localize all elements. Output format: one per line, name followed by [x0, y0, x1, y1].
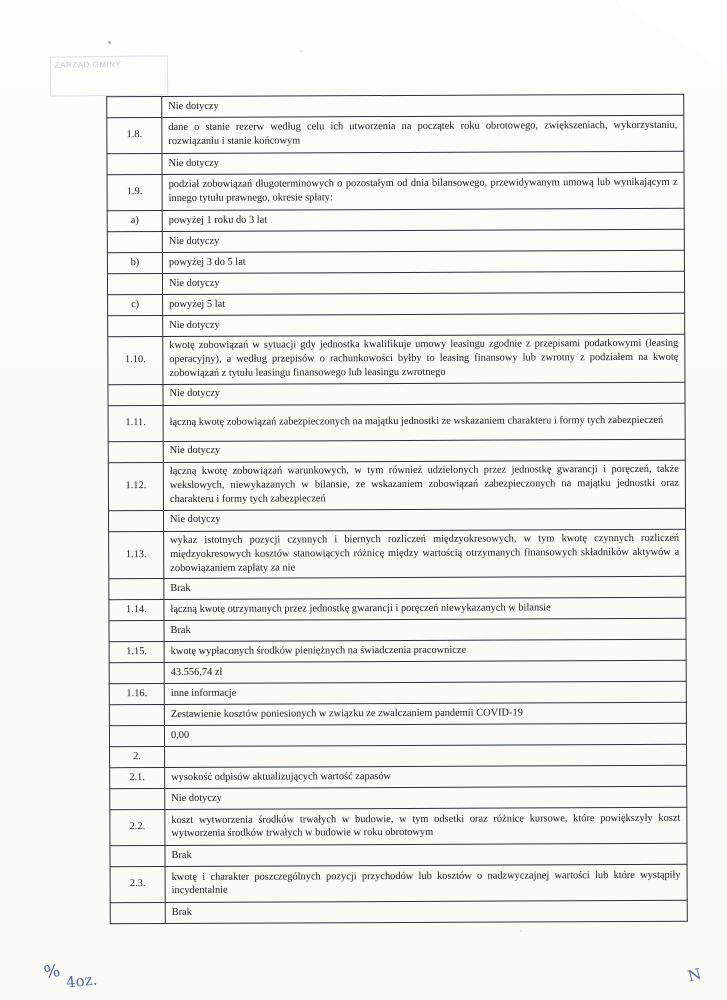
row-content-cell: powyżej 5 lat [163, 292, 685, 315]
row-value-cell: Brak [164, 619, 686, 642]
table-row [109, 640, 686, 664]
handwritten-mark-left-2: 4oz. [65, 970, 99, 992]
ink-dot-mark [108, 41, 111, 44]
table-row [110, 808, 687, 847]
row-value-cell: Nie dotyczy [162, 151, 684, 174]
row-index-cell [109, 663, 164, 684]
row-index-cell: b) [107, 253, 162, 274]
row-content-cell: łączną kwotę zobowiązań warunkowych, w tym również udzielonych przez jednostkę gwarancji i poręczeń, także wekslowych, niewykazanych w bilansie, ze wskazaniem zobowiązań zabezpieczonych na majątku jednostki oraz charakteru i formy tych zabezpieczeń [163, 460, 685, 510]
table-row [109, 619, 686, 643]
table-row [110, 787, 687, 811]
table-row [109, 529, 686, 579]
table-row [109, 661, 686, 685]
scan-speck [520, 930, 522, 932]
handwritten-mark-right: N [685, 964, 703, 986]
notes-table [106, 94, 688, 925]
table-row [109, 682, 686, 706]
row-index-cell [109, 726, 164, 747]
row-index-cell: 1.13. [109, 531, 164, 579]
table-row [110, 766, 687, 790]
table-row [108, 460, 685, 510]
table-row [107, 271, 684, 295]
row-content-cell: podział zobowiązań długoterminowych o pozostałym od dnia bilansowego, przewidywanym umową lub wynikającym z innego tytułu prawnego, okresie spłaty: [162, 172, 684, 210]
row-index-cell: 1.15. [109, 642, 164, 663]
scan-speck [300, 50, 302, 52]
office-stamp-text: ZARZĄD GMINY [54, 59, 122, 70]
table-row [110, 745, 687, 769]
row-content-cell: łączną kwotę zobowiązań zabezpieczonych na majątku jednostki ze wskazaniem charakteru i formy tych zabezpieczeń [163, 403, 685, 441]
row-value-cell: Nie dotyczy [163, 439, 685, 462]
row-content-cell: dane o stanie rezerw według celu ich utworzenia na początek roku obrotowego, zwiększeniach, wykorzystaniu, rozwiązaniu i stanie końcowym [162, 115, 684, 153]
office-stamp [50, 55, 168, 96]
row-content-cell: powyżej 1 roku do 3 lat [162, 208, 684, 231]
row-content-cell: wysokość odpisów aktualizujących wartość zapasów [165, 766, 687, 789]
table-row [107, 250, 684, 274]
row-index-cell [110, 789, 165, 810]
scan-speck [420, 420, 422, 422]
row-value-cell: Nie dotyczy [163, 313, 685, 336]
table-row [108, 439, 685, 463]
table-row [109, 703, 686, 727]
row-content-cell: koszt wytworzenia środków trwałych w budowie, w tym odsetki oraz różnice kursowe, które powiększyły koszt wytworzenia środków trwałych w budowie w roku obrotowym [165, 808, 687, 846]
table-row [109, 577, 686, 601]
row-index-cell [109, 621, 164, 642]
table-row [110, 865, 687, 904]
row-content-cell: powyżej 3 do 5 lat [162, 250, 684, 273]
row-content-cell: kwotę zobowiązań w sytuacji gdy jednostka kwalifikuje umowy leasingu zgodnie z przepisami podatkowymi (leasing operacyjny), a według przepisów o rachunkowości byłby to leasing finansowy lub zwrotny z podziałem na kwotę zobowiązań z tytułu leasingu finansowego lub leasingu zwrotnego [163, 334, 685, 384]
table-row [107, 151, 684, 175]
table-row [108, 382, 685, 406]
row-index-cell: 1.14. [109, 600, 164, 621]
row-index-cell [107, 274, 162, 295]
row-index-cell [110, 846, 165, 867]
row-value-cell: Zestawienie kosztów poniesionych w związku ze zwalczaniem pandemii COVID-19 [164, 703, 686, 726]
row-index-cell [109, 510, 164, 531]
table-row [110, 844, 687, 868]
row-index-cell: c) [108, 295, 163, 316]
row-index-cell: 2. [110, 747, 165, 768]
row-index-cell [107, 97, 162, 118]
row-value-cell: 43.556,74 zł [164, 661, 686, 684]
row-index-cell: 1.11. [108, 405, 163, 441]
row-index-cell [107, 154, 162, 175]
table-row [109, 724, 686, 748]
row-value-cell: Nie dotyczy [163, 382, 685, 405]
row-content-cell: inne informacje [164, 682, 686, 705]
notes-table-body [107, 94, 688, 924]
row-index-cell: 2.1. [110, 768, 165, 789]
table-row [107, 172, 684, 211]
row-index-cell: 2.2. [110, 810, 165, 846]
row-value-cell: Nie dotyczy [162, 271, 684, 294]
row-value-cell: Nie dotyczy [162, 229, 684, 252]
row-index-cell [110, 903, 165, 924]
table-row [107, 94, 684, 118]
row-value-cell: Brak [165, 844, 687, 867]
row-content-cell: łączną kwotę otrzymanych przez jednostkę gwarancji i poręczeń niewykazanych w bilansie [164, 598, 686, 621]
table-row [109, 598, 686, 622]
table-row [107, 229, 684, 253]
row-value-cell: 0,00 [164, 724, 686, 747]
row-index-cell [108, 384, 163, 405]
row-index-cell: 1.10. [108, 337, 163, 385]
table-row [107, 208, 684, 232]
row-value-cell: Brak [165, 901, 687, 924]
row-index-cell: a) [107, 211, 162, 232]
row-index-cell: 1.8. [107, 118, 162, 154]
row-content-cell: kwotę i charakter poszczególnych pozycji przychodów lub kosztów o nadzwyczajnej wartości lub które wystąpiły incydentalnie [165, 865, 687, 903]
row-index-cell [107, 232, 162, 253]
row-index-cell [108, 441, 163, 462]
table-row [110, 901, 687, 925]
row-index-cell [108, 316, 163, 337]
table-row [108, 403, 685, 442]
handwritten-mark-left: % [42, 960, 63, 984]
row-index-cell [109, 579, 164, 600]
row-value-cell: Nie dotyczy [162, 94, 684, 117]
row-value-cell: Nie dotyczy [164, 508, 686, 531]
table-row [108, 334, 685, 384]
row-index-cell: 1.12. [108, 462, 163, 510]
table-row [107, 115, 684, 154]
table-row [108, 313, 685, 337]
row-value-cell: Nie dotyczy [165, 787, 687, 810]
row-content-cell: kwotę wypłaconych środków pieniężnych na świadczenia pracownicze [164, 640, 686, 663]
table-row [109, 508, 686, 532]
row-index-cell: 2.3. [110, 867, 165, 903]
row-index-cell: 1.16. [109, 684, 164, 705]
row-content-cell: wykaz istotnych pozycji czynnych i biernych rozliczeń międzyokresowych, w tym kwotę czynnych rozliczeń międzyokresowych kosztów stanowiących różnicę między wartością otrzymanych finansowych składników aktywów a zobowiązaniem zapłaty za nie [164, 529, 686, 579]
row-value-cell: Brak [164, 577, 686, 600]
table-row [108, 292, 685, 316]
row-index-cell: 1.9. [107, 175, 162, 211]
row-content-cell [165, 745, 687, 768]
row-index-cell [109, 705, 164, 726]
